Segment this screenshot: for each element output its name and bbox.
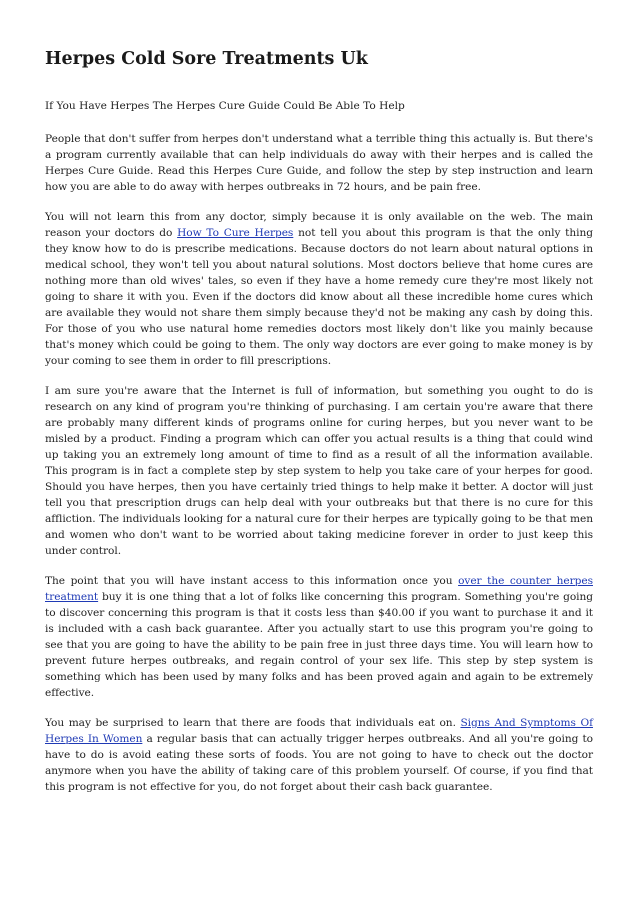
paragraph-4 (45, 573, 593, 701)
document-page (45, 48, 593, 795)
paragraph-4-text-before: The point that you will have instant access to this information once you (45, 575, 459, 587)
paragraph-2 (45, 209, 593, 369)
how-to-cure-herpes-link[interactable]: How To Cure Herpes (177, 227, 294, 239)
paragraph-5 (45, 715, 593, 795)
paragraph-3: I am sure you're aware that the Internet is full of information, but something you ought to do is research on any kind of program you're thinking of purchasing. I am certain you're aware that there are probably many different kinds of programs online for curing herpes, but you never want to be misled by a product. Finding a program which can offer you actual results is a thing that could wind up taking you an extremely long amount of time to find as a result of all the information available. This program is in fact a complete step by step system to help you take care of your herpes for good. Should you have herpes, then you have certainly tried things to help make it better. A doctor will just tell you that prescription drugs can help deal with your outbreaks but that there is no cure for this affliction. The individuals looking for a natural cure for their herpes are typically going to be that men and women who don't want to be worried about taking medicine forever in order to just keep this under control. (45, 385, 593, 557)
subtitle: If You Have Herpes The Herpes Cure Guide Could Be Able To Help (45, 100, 405, 112)
over-the-counter-herpes-treatment-link[interactable]: over the counter herpes treatment (45, 575, 593, 603)
paragraph-2-text-after: not tell you about this program is that the only thing they know how to do is prescribe medications. Because doctors do not learn about natural options in medical school, they won't tell you about natural solutions. Most doctors believe that home cures are nothing more than old wives' tales, so even if they have a home remedy cure they're most likely not going to share it with you. Even if the doctors did know about all these incredible home cures which are available they would not share them simply because they'd not be making any cash by doing this. For those of you who use natural home remedies doctors most likely don't like you mainly because that's money which could be going to them. The only way doctors are ever going to make money is by your coming to see them in order to fill prescriptions. (45, 227, 593, 367)
paragraph-4-text-after: buy it is one thing that a lot of folks like concerning this program. Something you're going to discover concerning this program is that it costs less than $40.00 if you want to purchase it and it is included with a cash back guarantee. After you actually start to use this program you're going to see that you are going to have the ability to be pain free in just three days time. You will learn how to prevent future herpes outbreaks, and regain control of your sex life. This step by step system is something which has been used by many folks and has been proved again and again to be extremely effective. (45, 591, 593, 699)
signs-and-symptoms-link[interactable]: Signs And Symptoms Of Herpes In Women (45, 717, 593, 745)
paragraph-5-text-after: a regular basis that can actually trigger herpes outbreaks. And all you're going to have to do is avoid eating these sorts of foods. You are not going to have to check out the doctor anymore when you have the ability of taking care of this problem yourself. Of course, if you find that this program is not effective for you, do not forget about their cash back guarantee. (45, 733, 593, 793)
page-title: Herpes Cold Sore Treatments Uk (45, 49, 368, 69)
paragraph-5-text-before: You may be surprised to learn that there are foods that individuals eat on. (45, 717, 461, 729)
paragraph-2-text-before: You will not learn this from any doctor, simply because it is only available on the web. The main reason your doctors do (45, 211, 593, 239)
paragraph-1: People that don't suffer from herpes don't understand what a terrible thing this actually is. But there's a program currently available that can help individuals do away with their herpes and is called the Herpes Cure Guide. Read this Herpes Cure Guide, and follow the step by step instruction and learn how you are able to do away with herpes outbreaks in 72 hours, and be pain free. (45, 133, 593, 193)
